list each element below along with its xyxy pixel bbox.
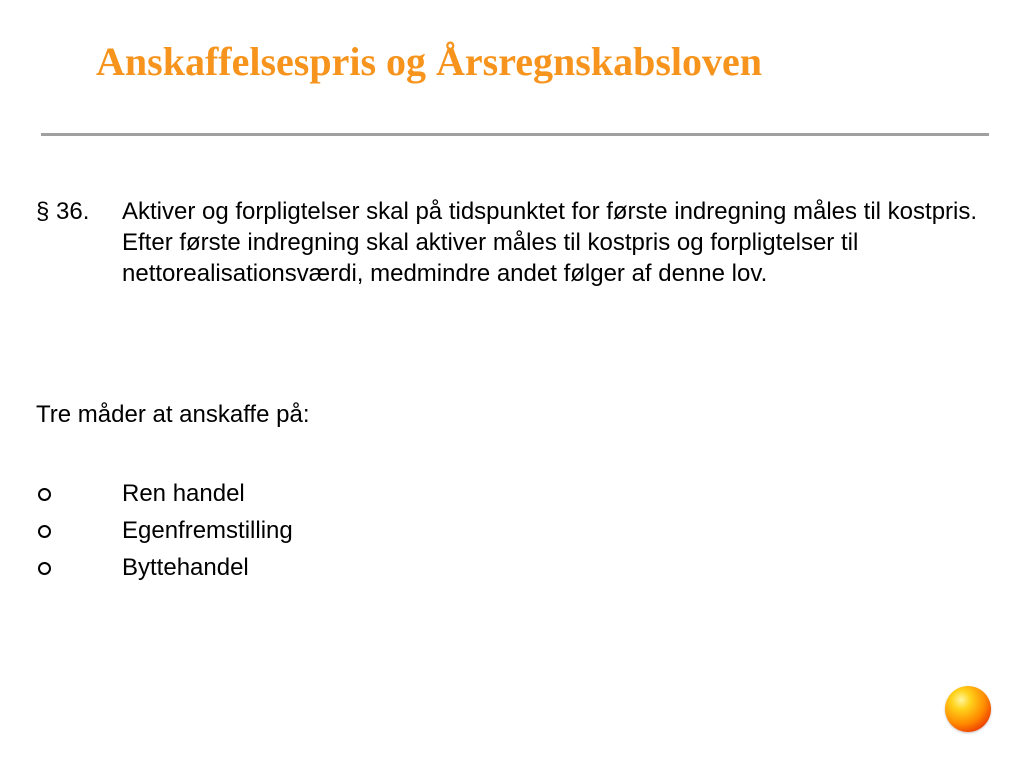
slide-title: Anskaffelsespris og Årsregnskabsloven xyxy=(96,39,762,84)
list-item-label: Byttehandel xyxy=(122,554,249,581)
hollow-circle-bullet-icon xyxy=(38,525,51,538)
orange-sphere-icon xyxy=(945,686,991,732)
list-item-label: Ren handel xyxy=(122,480,245,507)
hollow-circle-bullet-icon xyxy=(38,488,51,501)
list-item-label: Egenfremstilling xyxy=(122,517,293,544)
paragraph-text: Aktiver og forpligtelser skal på tidspunktet for første indregning måles til kostpris. Efter første indregning skal aktiver måles til kostpris og forpligtelser til nettorealisationsværdi, medmindre andet følger af denne lov. xyxy=(122,198,978,287)
title-divider xyxy=(41,133,989,136)
hollow-circle-bullet-icon xyxy=(38,562,51,575)
acquisition-intro: Tre måder at anskaffe på: xyxy=(36,401,310,428)
paragraph-section-36 xyxy=(36,196,1006,289)
paragraph-number: § 36. xyxy=(36,198,90,225)
